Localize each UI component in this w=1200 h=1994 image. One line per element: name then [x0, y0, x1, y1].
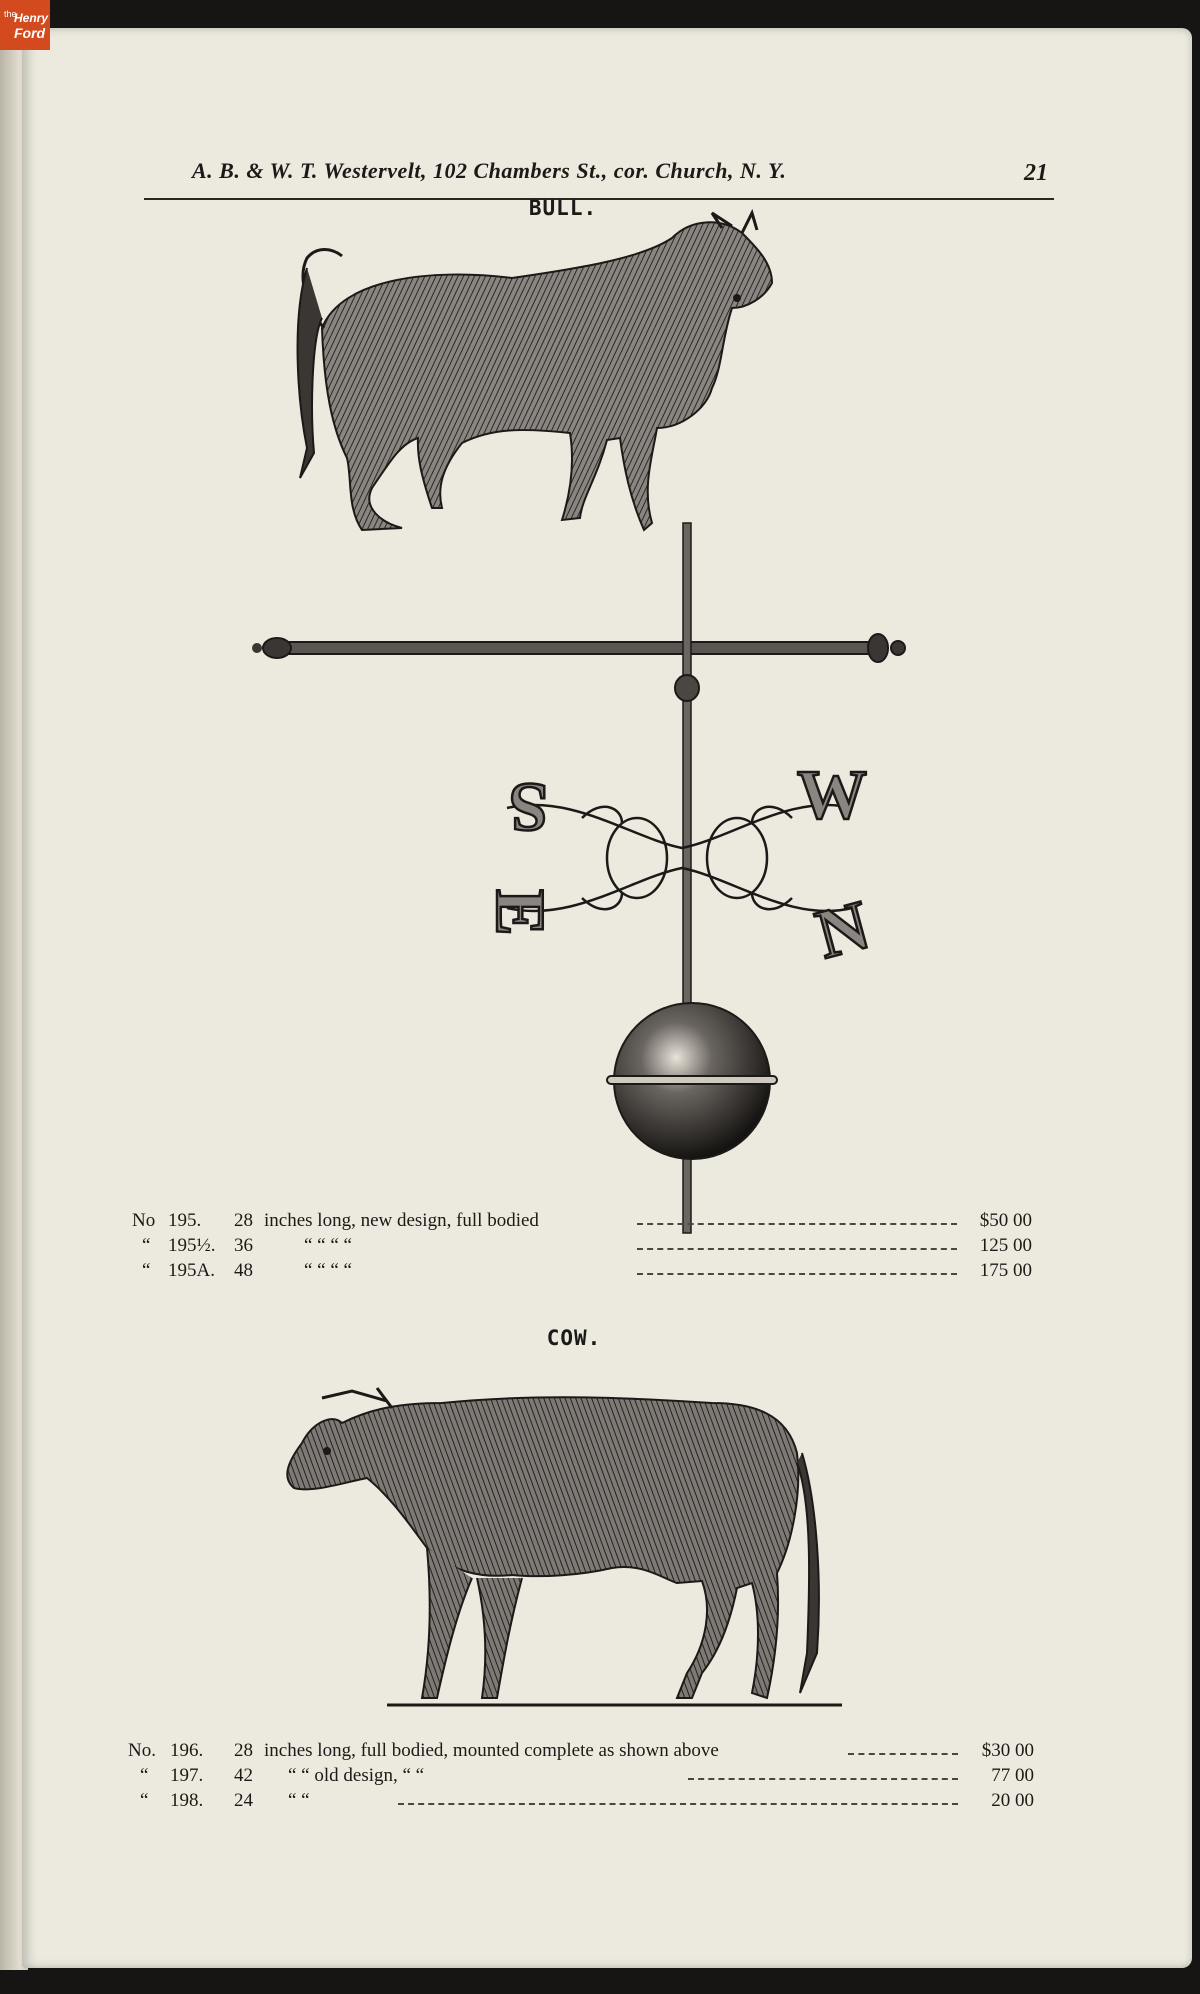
item-description: “ “ — [288, 1790, 310, 1811]
item-number: 198. — [170, 1790, 204, 1811]
catalog-page — [22, 28, 1192, 1968]
item-no-label: “ — [140, 1790, 149, 1811]
bull-weathervane-illustration — [252, 208, 932, 1238]
item-price: 175 00 — [979, 1260, 1032, 1281]
item-description: inches long, full bodied, mounted complete as shown above — [264, 1740, 719, 1761]
item-no-label: “ — [140, 1765, 149, 1786]
item-description: “ “ “ “ — [304, 1260, 352, 1281]
dotted-leader — [637, 1248, 957, 1250]
cow-title: COW. — [546, 1326, 602, 1350]
logo-text-the: the — [4, 9, 17, 19]
vane-letter-s: S — [509, 768, 548, 845]
vane-letter-e: E — [481, 889, 558, 936]
item-length: 42 — [234, 1765, 253, 1786]
dotted-leader — [848, 1753, 958, 1755]
price-row — [132, 1210, 1032, 1234]
item-length: 28 — [234, 1210, 253, 1231]
bull-figure — [298, 213, 772, 530]
dotted-leader — [688, 1778, 958, 1780]
cow-figure — [287, 1397, 798, 1698]
vane-letter-n: N — [808, 886, 878, 975]
vane-globe — [607, 1003, 777, 1159]
item-no-label: No — [132, 1210, 156, 1231]
logo-text-henry: Henry — [14, 11, 49, 25]
item-no-label: No. — [128, 1740, 156, 1761]
item-description: “ “ old design, “ “ — [288, 1765, 425, 1786]
item-number: 195. — [168, 1210, 202, 1231]
dotted-leader — [637, 1223, 957, 1225]
price-row — [132, 1260, 1032, 1284]
item-number: 195A. — [168, 1260, 215, 1281]
bull-arrow-bar — [252, 634, 905, 662]
item-price: $50 00 — [979, 1210, 1032, 1231]
item-price: 20 00 — [991, 1790, 1034, 1811]
dotted-leader — [398, 1803, 958, 1805]
item-length: 48 — [234, 1260, 253, 1281]
price-row — [128, 1740, 1034, 1764]
cow-weathervane-illustration — [282, 1353, 882, 1753]
vane-letter-w: W — [797, 757, 867, 834]
item-description: inches long, new design, full bodied — [264, 1210, 539, 1231]
item-description: “ “ “ “ — [304, 1235, 352, 1256]
item-price: 77 00 — [991, 1765, 1034, 1786]
item-no-label: “ — [142, 1235, 151, 1256]
item-number: 197. — [170, 1765, 204, 1786]
price-row — [128, 1790, 1034, 1814]
item-price: 125 00 — [979, 1235, 1032, 1256]
running-head: A. B. & W. T. Westervelt, 102 Chambers St., cor. Church, N. Y. — [192, 158, 787, 183]
price-row — [132, 1235, 1032, 1259]
item-price: $30 00 — [981, 1740, 1034, 1761]
item-length: 28 — [234, 1740, 253, 1761]
page-number: 21 — [1024, 160, 1048, 186]
item-length: 36 — [234, 1235, 253, 1256]
logo-text-ford: Ford — [14, 25, 46, 41]
item-number: 195½. — [168, 1235, 216, 1256]
dotted-leader — [637, 1273, 957, 1275]
bull-title: BULL. — [528, 196, 598, 220]
henry-ford-logo — [0, 0, 50, 50]
price-row — [128, 1765, 1034, 1789]
item-no-label: “ — [142, 1260, 151, 1281]
item-number: 196. — [170, 1740, 204, 1761]
item-length: 24 — [234, 1790, 253, 1811]
